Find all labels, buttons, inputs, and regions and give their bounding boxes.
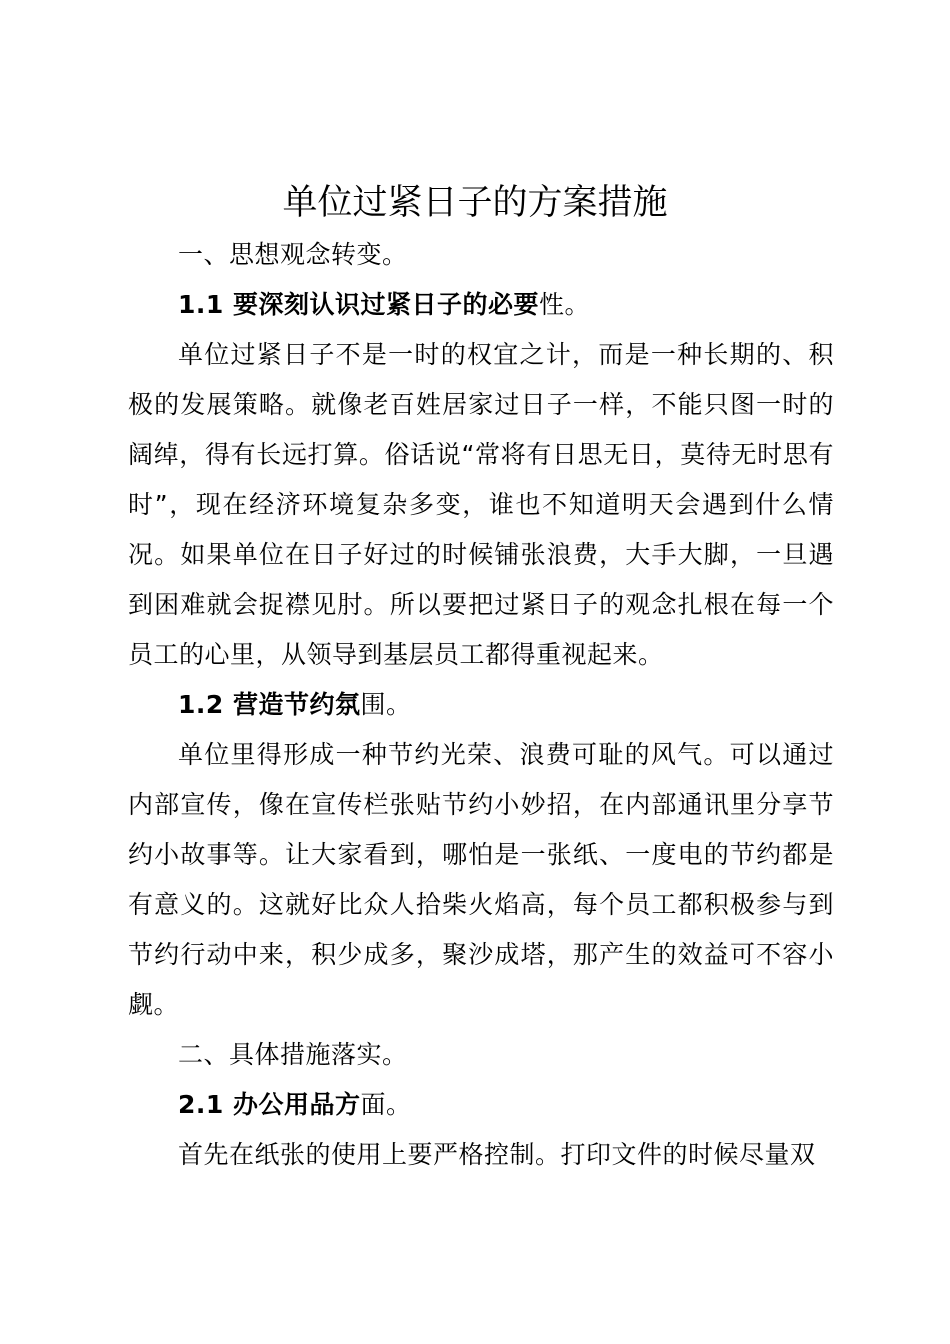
subsection-heading-rest: 面。 [360,1090,412,1119]
section-heading-1: 一、思想观念转变。 [178,240,408,269]
subsection-heading-1-2 [178,680,834,730]
subsection-heading-rest: 性。 [539,290,591,319]
subsection-heading-bold: 2.1 办公用品方 [178,1090,361,1119]
subsection-heading-1-1 [178,280,834,330]
subsection-heading-rest: 围。 [360,690,412,719]
paragraph-2-1: 首先在纸张的使用上要严格控制。打印文件的时候尽量双 [178,1140,816,1169]
subsection-heading-bold: 1.2 营造节约氛 [178,690,361,719]
document-title: 单位过紧日子的方案措施 [282,183,668,223]
paragraph-1-1: 单位过紧日子不是一时的权宜之计，而是一种长期的、积极的发展策略。就像老百姓居家过日子一样，不能只图一时的阔绰，得有长远打算。俗话说“常将有日思无日，莫待无时思有时”，现在经济环境复杂多变，谁也不知道明天会遇到什么情况。如果单位在日子好过的时候铺张浪费，大手大脚，一旦遇到困难就会捉襟见肘。所以要把过紧日子的观念扎根在每一个员工的心里，从领导到基层员工都得重视起来。 [128,340,834,669]
subsection-heading-2-1 [178,1080,834,1130]
subsection-heading-bold: 1.1 要深刻认识过紧日子的必要 [178,290,539,319]
paragraph-1-2: 单位里得形成一种节约光荣、浪费可耻的风气。可以通过内部宣传，像在宣传栏张贴节约小妙招，在内部通讯里分享节约小故事等。让大家看到，哪怕是一张纸、一度电的节约都是有意义的。这就好比众人拾柴火焰高，每个员工都积极参与到节约行动中来，积少成多，聚沙成塔，那产生的效益可不容小觑。 [128,740,834,1019]
section-heading-2: 二、具体措施落实。 [178,1040,408,1069]
